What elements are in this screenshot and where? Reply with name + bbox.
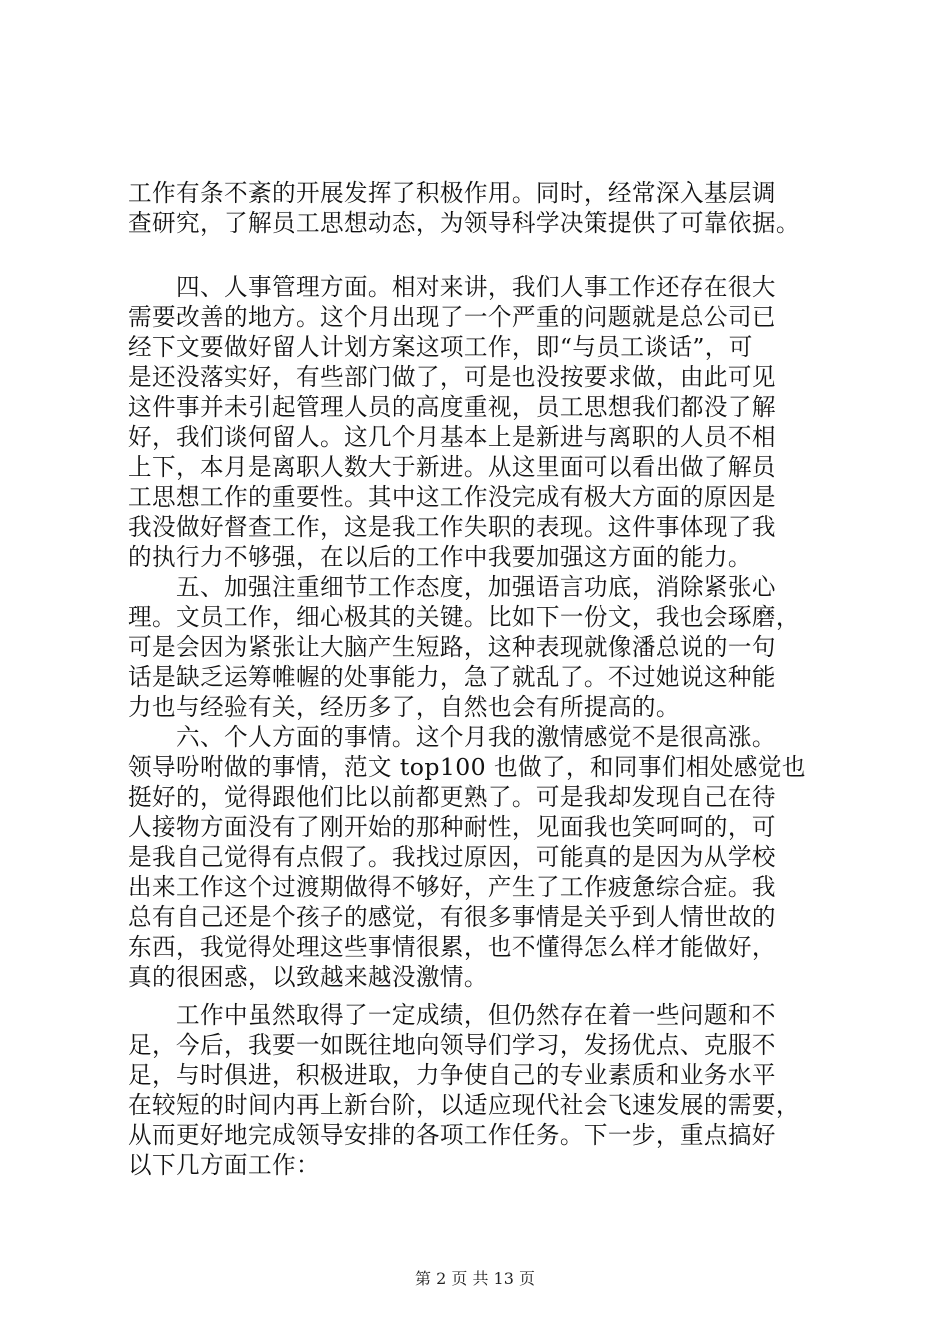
text-line: 是我自己觉得有点假了。我找过原因，可能真的是因为从学校	[128, 843, 776, 871]
text-line: 出来工作这个过渡期做得不够好，产生了工作疲惫综合症。我	[128, 873, 776, 901]
text-line: 挺好的，觉得跟他们比以前都更熟了。可是我却发现自己在待	[128, 783, 776, 811]
text-line: 四、人事管理方面。相对来讲，我们人事工作还存在很大	[128, 273, 776, 301]
text-line: 以下几方面工作：	[128, 1151, 320, 1179]
text-line: 工思想工作的重要性。其中这工作没完成有极大方面的原因是	[128, 483, 776, 511]
page-number-footer: 第 2 页 共 13 页	[415, 1269, 535, 1288]
text-line: 力也与经验有关，经历多了，自然也会有所提高的。	[128, 693, 680, 721]
text-line: 好，我们谈何留人。这几个月基本上是新进与离职的人员不相	[128, 423, 776, 451]
text-line: 领导吩咐做的事情，范文 top100 也做了，和同事们相处感觉也	[128, 753, 806, 781]
text-line: 人接物方面没有了刚开始的那种耐性，见面我也笑呵呵的，可	[128, 813, 776, 841]
text-line: 东西，我觉得处理这些事情很累，也不懂得怎么样才能做好，	[128, 933, 776, 961]
text-line: 五、加强注重细节工作态度，加强语言功底，消除紧张心	[128, 573, 776, 601]
text-line: 总有自己还是个孩子的感觉，有很多事情是关乎到人情世故的	[128, 903, 776, 931]
text-line: 工作中虽然取得了一定成绩，但仍然存在着一些问题和不	[128, 1001, 776, 1029]
text-line: 足，与时俱进，积极进取，力争使自己的专业素质和业务水平	[128, 1061, 776, 1089]
text-line: 的执行力不够强，在以后的工作中我要加强这方面的能力。	[128, 543, 752, 571]
text-line: 是还没落实好，有些部门做了，可是也没按要求做，由此可见	[128, 363, 776, 391]
text-line: 六、个人方面的事情。这个月我的激情感觉不是很高涨。	[128, 723, 776, 751]
text-line: 从而更好地完成领导安排的各项工作任务。下一步，重点搞好	[128, 1121, 776, 1149]
text-line: 足，今后，我要一如既往地向领导们学习，发扬优点、克服不	[128, 1031, 776, 1059]
text-line: 工作有条不紊的开展发挥了积极作用。同时，经常深入基层调	[128, 179, 776, 207]
text-line: 可是会因为紧张让大脑产生短路，这种表现就像潘总说的一句	[128, 633, 776, 661]
text-line: 查研究，了解员工思想动态，为领导科学决策提供了可靠依据。	[128, 209, 800, 237]
text-line: 在较短的时间内再上新台阶，以适应现代社会飞速发展的需要，	[128, 1091, 800, 1119]
text-line: 这件事并未引起管理人员的高度重视，员工思想我们都没了解	[128, 393, 776, 421]
text-line: 我没做好督查工作，这是我工作失职的表现。这件事体现了我	[128, 513, 776, 541]
text-line: 上下，本月是离职人数大于新进。从这里面可以看出做了解员	[128, 453, 776, 481]
text-line: 需要改善的地方。这个月出现了一个严重的问题就是总公司已	[128, 303, 776, 331]
text-line: 话是缺乏运筹帷幄的处事能力，急了就乱了。不过她说这种能	[128, 663, 776, 691]
text-line: 理。文员工作，细心极其的关键。比如下一份文，我也会琢磨，	[128, 603, 800, 631]
text-line: 真的很困惑，以致越来越没激情。	[128, 963, 488, 991]
text-line: 经下文要做好留人计划方案这项工作，即“与员工谈话”，可	[128, 333, 753, 361]
